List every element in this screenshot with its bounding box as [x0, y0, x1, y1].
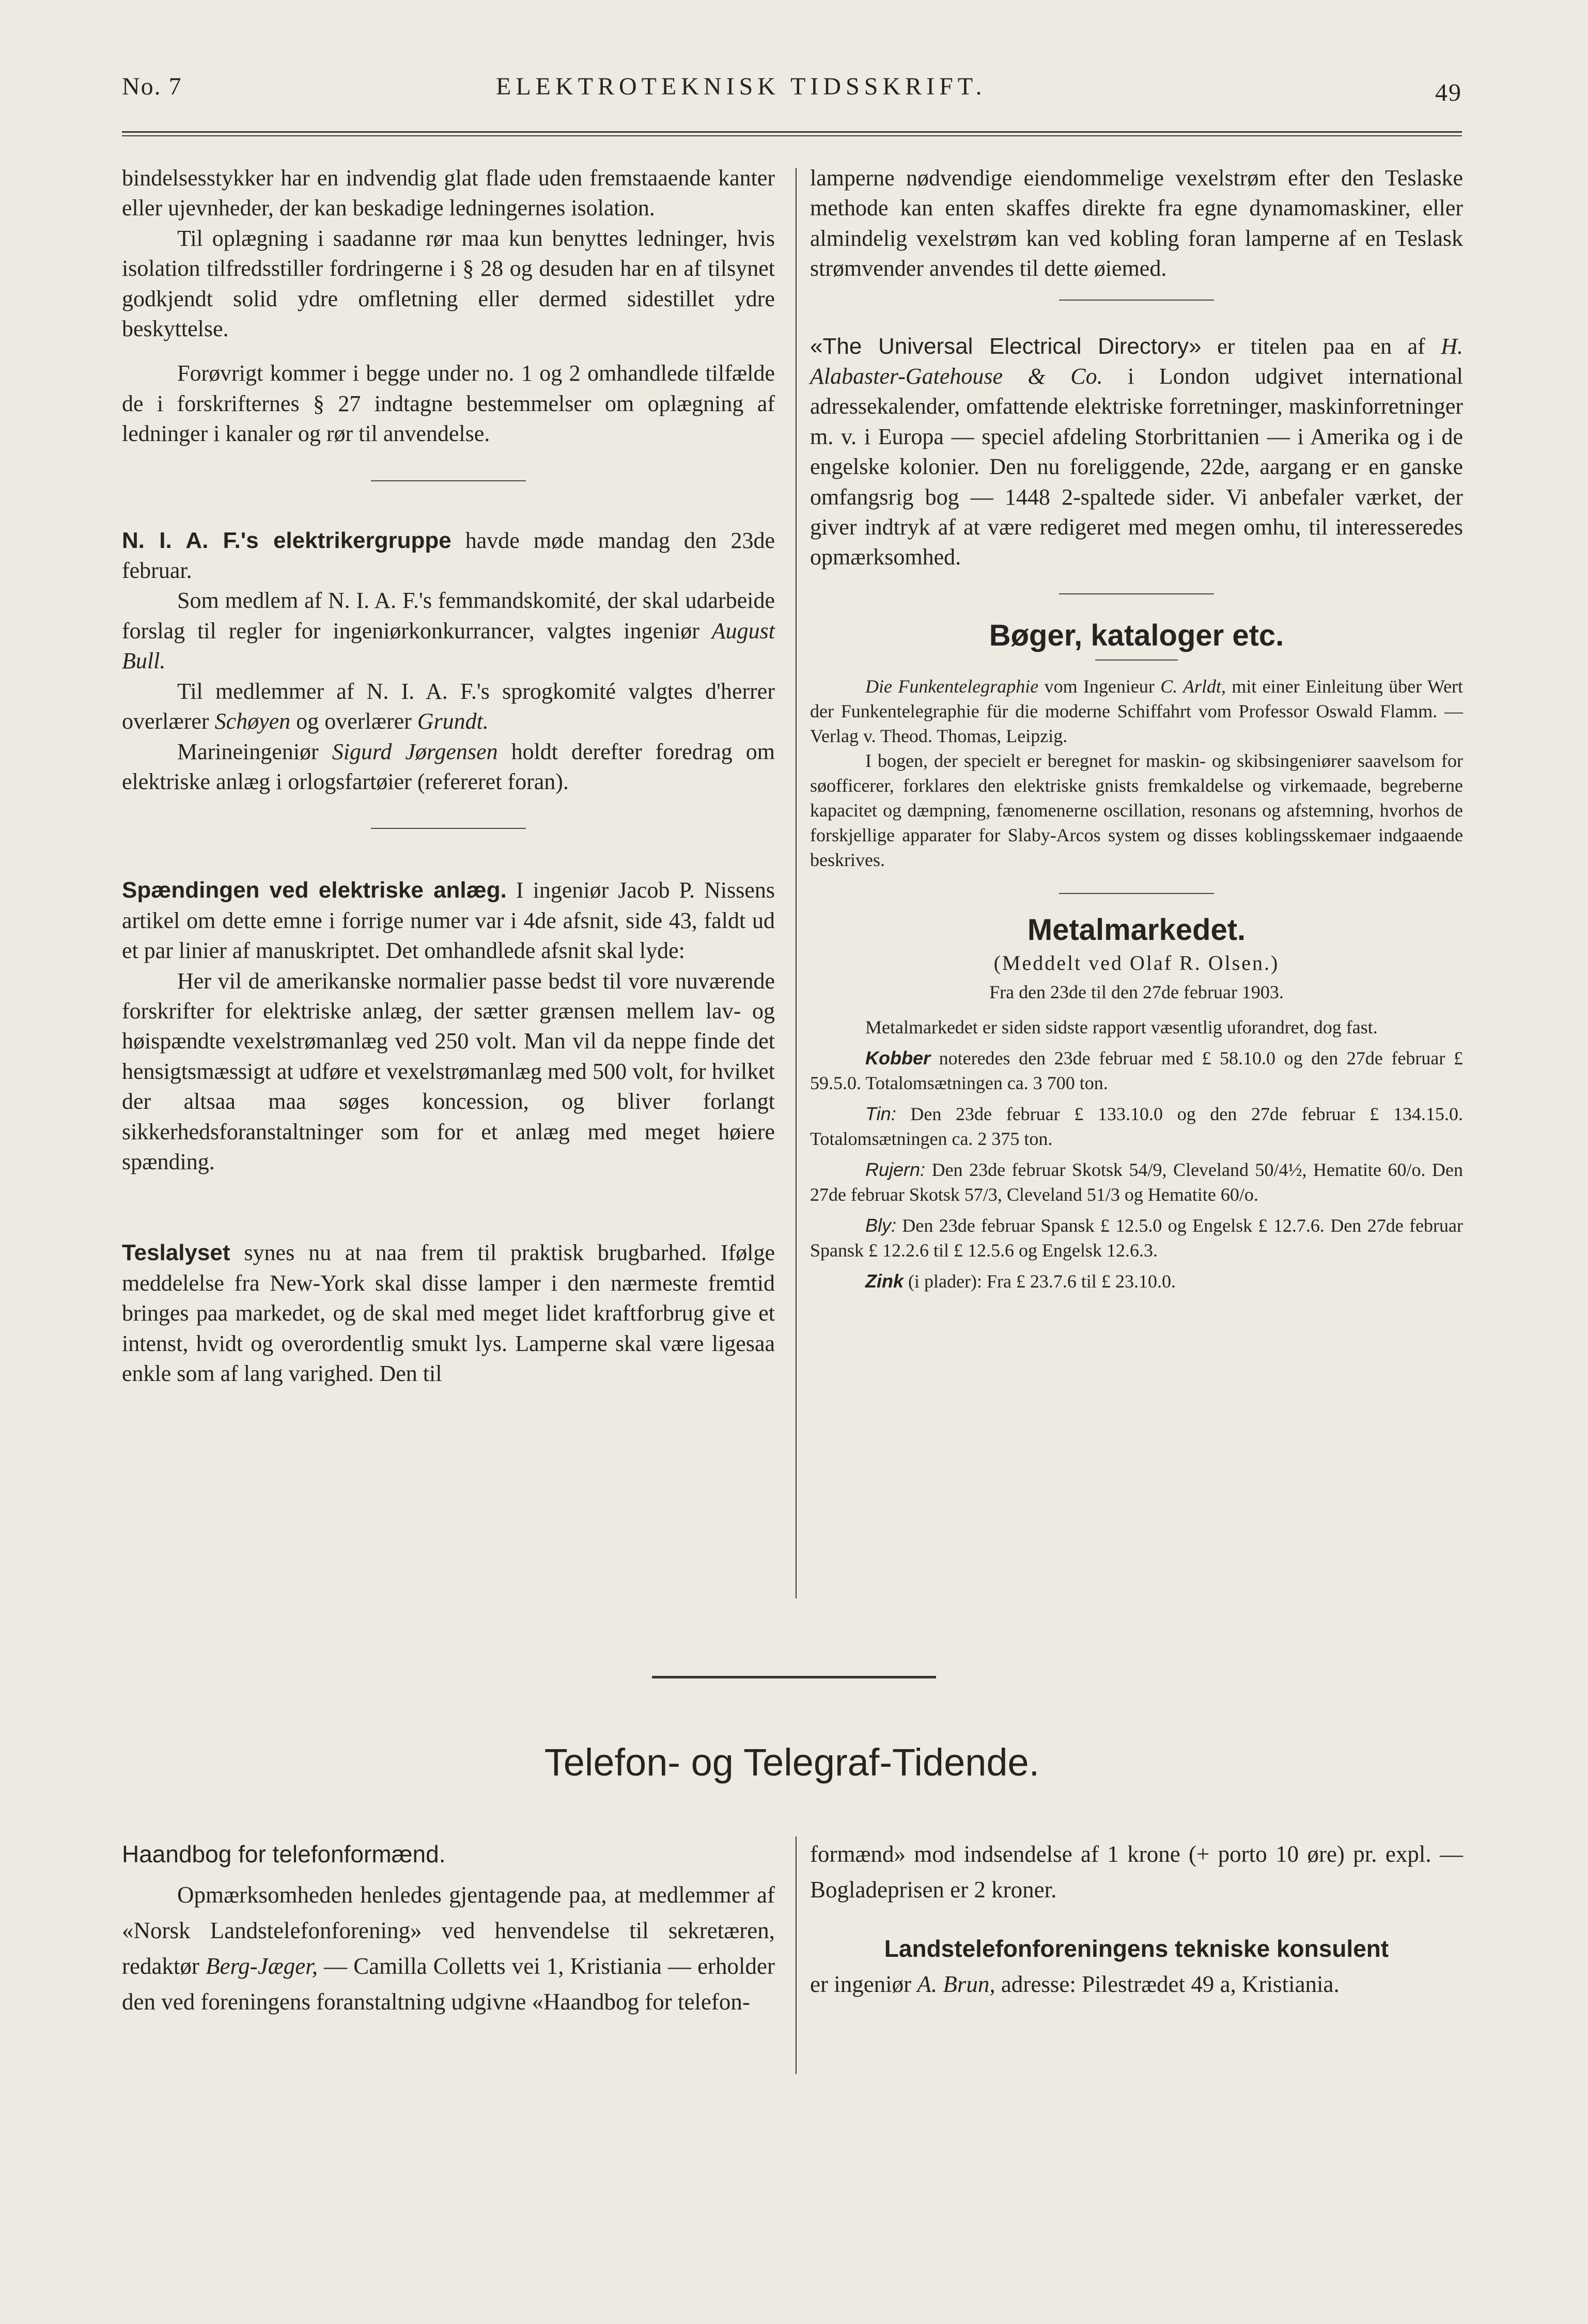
paragraph	[122, 586, 775, 676]
person-name: Grundt.	[417, 709, 489, 734]
text: Til medlemmer af N. I. A. F.'s sprogkomité valgtes d'herrer overlærer	[122, 678, 775, 734]
publisher-name: H. Alabaster-Gatehouse & Co.	[810, 333, 1464, 389]
text: havde møde mandag den 23de februar.	[122, 527, 775, 584]
text: Den 23de februar Spansk £ 12.5.0 og Engelsk £ 12.7.6. Den 27de februar Spansk £ 12.2.6 til £ 12.5.6 og Engelsk 12.6.3.	[810, 1215, 1463, 1261]
paragraph	[810, 332, 1463, 573]
metal-date: Fra den 23de til den 27de februar 1903.	[989, 981, 1284, 1002]
text: — Camilla Colletts vei 1, Kristiania — erholder den ved foreningens foranstaltning udgivne «Haandbog for telefon-	[122, 1953, 775, 2015]
person-name: August Bull.	[122, 618, 775, 674]
section-heading: Spændingen ved elektriske anlæg.	[122, 877, 507, 903]
metal-entry	[810, 1269, 1463, 1294]
section-heading: «The Universal Electrical Directory»	[810, 333, 1202, 359]
text: noteredes den 23de februar med £ 58.10.0 og den 27de februar £ 59.5.0. Totalomsætningen ca. 3 700 ton.	[810, 1047, 1463, 1093]
text: og overlærer	[296, 709, 412, 734]
paragraph: Metalmarkedet er siden sidste rapport væsentlig uforandret, dog fast.	[865, 1016, 1378, 1038]
section-heading: Landstelefonforeningens tekniske konsulent	[884, 1935, 1389, 1962]
metal-entry	[810, 1157, 1463, 1207]
paragraph: bindelsesstykker har en indvendig glat flade uden fremstaaende kanter eller ujevnheder, der kan beskadige ledningernes isolation.	[122, 165, 775, 221]
header-rule-top	[122, 131, 1462, 133]
paragraph: I bogen, der specielt er beregnet for maskin- og skibsingeniører saavelsom for søofficerer, forklares den elektriske gnists fremkaldelse og virkemaade, begreberne kapacitet og dæmpning, fænomenerne oscillation, resonans og afstemning, hvorhos de forskjellige apparater for Slaby-Arcos system og disses koblingsskemaer indgaaende beskrives.	[810, 750, 1463, 870]
text: er titelen paa en af	[1217, 333, 1425, 359]
paragraph	[122, 737, 775, 797]
section-heading: Haandbog for telefonformænd.	[122, 1841, 446, 1867]
paragraph: Forøvrigt kommer i begge under no. 1 og 2 omhandlede tilfælde de i forskrifternes § 27 indtagne bestemmelser om oplægning af ledninger i kanaler og rør til anvendelse.	[122, 360, 775, 447]
paragraph: Her vil de amerikanske normalier passe bedst til vore nuværende forskrifter for elektriske anlæg, der sætter grænsen mellem lav- og høispændte vexelstrømanlæg ved 250 volt. Man vil da neppe finde det hensigtsmæssigt at udføre et vexelstrømanlæg med 500 volt, for hvilket der altsaa maa søges koncession, og bliver forlangt sikkerhedsforanstaltninger som for et anlæg med meget høiere spænding.	[122, 968, 775, 1174]
text: vom Ingenieur	[1044, 676, 1155, 697]
section-heading: Teslalyset	[122, 1240, 230, 1266]
metal-label: Zink	[865, 1270, 904, 1292]
section-title: Telefon- og Telegraf-Tidende.	[544, 1741, 1040, 1784]
text: synes nu at naa frem til praktisk brugbarhed. Ifølge meddelelse fra New-York skal disse lamper i den nærmeste fremtid bringes paa markedet, og de skal med meget lidet kraftforbrug give et intenst, hvidt og overordentlig smukt lys. Lamperne skal være ligesaa enkle som af lang varighed. Den til	[122, 1240, 775, 1386]
text: Marineingeniør	[177, 739, 319, 764]
issue-number: No. 7	[122, 73, 182, 100]
metal-label: Rujern:	[865, 1158, 926, 1180]
metal-label: Kobber	[865, 1047, 930, 1069]
column-divider-lower	[796, 1836, 797, 2074]
paragraph	[810, 1967, 1463, 2002]
section-rule	[652, 1676, 936, 1678]
metal-entry	[810, 1102, 1463, 1151]
person-name: A. Brun,	[917, 1971, 995, 1997]
right-column	[810, 163, 1463, 1294]
left-column	[122, 163, 775, 1389]
books-heading: Bøger, kataloger etc.	[989, 618, 1284, 652]
paragraph	[122, 875, 775, 966]
person-name: Schøyen	[214, 709, 291, 734]
text: Den 23de februar £ 133.10.0 og den 27de februar £ 134.15.0. Totalomsætningen ca. 2 375 ton.	[810, 1103, 1463, 1149]
text: (i plader): Fra £ 23.7.6 til £ 23.10.0.	[908, 1270, 1176, 1292]
paragraph: lamperne nødvendige eiendommelige vexelstrøm efter den Teslaske methode kan enten skaffes direkte fra egne dynamomaskiner, eller almindelig vexelstrøm kan ved kobling foran lamperne af en Teslask strømvender anvendes til dette øiemed.	[810, 165, 1463, 281]
paragraph	[122, 1238, 775, 1389]
text: mit einer Einleitung über Wert der Funkentelegraphie für die moderne Schiffahrt vom Professor Oswald Flamm. — Verlag v. Theod. Thomas, Leipzig.	[810, 676, 1464, 746]
column-divider	[796, 168, 797, 1598]
metal-label: Bly:	[865, 1214, 897, 1236]
metal-entry	[810, 1213, 1463, 1263]
metal-entry	[810, 1046, 1463, 1095]
text: Den 23de februar Skotsk 54/9, Cleveland 50/4½, Hematite 60/o. Den 27de februar Skotsk 57/3, Cleveland 51/3 og Hematite 60/o.	[810, 1159, 1463, 1205]
page-number: 49	[1435, 79, 1462, 106]
person-name: Berg-Jæger,	[205, 1953, 318, 1979]
book-title: Die Funkentelegraphie	[865, 676, 1039, 697]
paragraph: formænd» mod indsendelse af 1 krone (+ porto 10 øre) pr. expl. — Bogladeprisen er 2 kroner.	[810, 1841, 1463, 1903]
metal-heading: Metalmarkedet.	[1027, 913, 1246, 947]
text: i London udgivet international adressekalender, omfattende elektriske forretninger, maskinforretninger m. v. i Europa — speciel afdeling Storbrittanien — i Amerika og i de engelske kolonier. Den nu foreliggende, 22de, aargang er en ganske omfangsrig bog — 1448 2-spaltede sider. Vi anbefaler værket, der giver indtryk af at være redigeret med megen omhu, til interesseredes opmærksomhed.	[810, 364, 1463, 570]
text: er ingeniør	[810, 1971, 912, 1997]
paragraph	[810, 674, 1463, 748]
text: Som medlem af N. I. A. F.'s femmandskomité, der skal udarbeide forslag til regler for ingeniørkonkurrancer, valgtes ingeniør	[122, 588, 775, 643]
lower-left-column	[122, 1836, 775, 2020]
person-name: Sigurd Jørgensen	[332, 739, 498, 764]
journal-title: ELEKTROTEKNISK TIDSSKRIFT.	[496, 73, 987, 100]
section-heading: N. I. A. F.'s elektrikergruppe	[122, 527, 452, 553]
text: adresse: Pilestrædet 49 a, Kristiania.	[1001, 1971, 1340, 1997]
lower-right-column	[810, 1836, 1463, 2002]
person-name: C. Arldt,	[1160, 676, 1226, 697]
text: I ingeniør Jacob P. Nissens artikel om dette emne i forrige numer var i 4de afsnit, side 43, faldt ud et par linier af manuskriptet. Det omhandlede afsnit skal lyde:	[122, 877, 775, 964]
paragraph	[122, 1877, 775, 2020]
text: Opmærksomheden henledes gjentagende paa, at medlemmer af «Norsk Landstelefonforening» ved henvendelse til sekretæren, redaktør	[122, 1882, 775, 1979]
header-rule-bottom	[122, 135, 1462, 136]
paragraph	[122, 526, 775, 586]
paragraph: Til oplægning i saadanne rør maa kun benyttes ledninger, hvis isolation tilfredsstiller fordringerne i § 28 og desuden har en af tilsynet godkjendt solid ydre omfletning eller dermed sidestillet ydre beskyttelse.	[122, 225, 775, 342]
paragraph	[122, 677, 775, 737]
text: holdt derefter foredrag om elektriske anlæg i orlogsfartøier (refereret foran).	[122, 739, 775, 794]
metal-subtitle: (Meddelt ved Olaf R. Olsen.)	[993, 951, 1280, 975]
metal-label: Tin:	[865, 1103, 896, 1124]
